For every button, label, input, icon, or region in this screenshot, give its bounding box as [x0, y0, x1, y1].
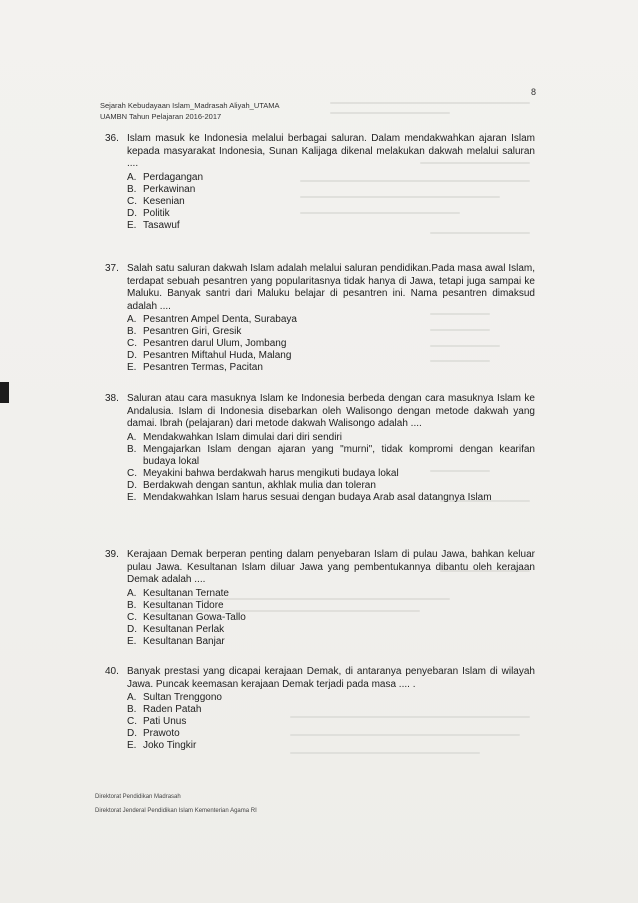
question-38 [105, 393, 535, 504]
option-letter: B. [127, 704, 137, 715]
option-text: Meyakini bahwa berdakwah harus mengikuti budaya lokal [143, 467, 399, 479]
option-c [105, 196, 535, 208]
option-list [105, 588, 535, 648]
question-stem [105, 133, 535, 171]
option-letter: D. [127, 728, 137, 739]
option-b [105, 600, 535, 612]
document-header [100, 100, 280, 122]
option-a [105, 314, 535, 326]
option-text: Kesultanan Gowa-Tallo [143, 611, 246, 623]
question-number: 36. [105, 133, 119, 144]
option-letter: B. [127, 326, 137, 337]
option-b [105, 704, 535, 716]
option-letter: C. [127, 611, 137, 623]
option-list [105, 172, 535, 232]
option-text: Sultan Trenggono [143, 692, 222, 703]
option-letter: C. [127, 195, 137, 207]
option-letter: C. [127, 467, 137, 479]
option-text: Pesantren Ampel Denta, Surabaya [143, 314, 297, 325]
question-number: 37. [105, 263, 119, 274]
question-stem [105, 393, 535, 431]
footer-directorate: Direktorat Pendidikan Madrasah [95, 794, 181, 800]
option-letter: B. [127, 599, 137, 611]
option-d [105, 728, 535, 740]
option-text: Pesantren darul Ulum, Jombang [143, 338, 287, 349]
option-text: Kesultanan Banjar [143, 635, 225, 647]
option-letter: A. [127, 314, 137, 325]
page-number: 8 [531, 87, 537, 97]
option-text: Mendakwahkan Islam dimulai dari diri sendiri [143, 431, 342, 443]
option-letter: A. [127, 431, 137, 443]
option-text: Pesantren Miftahul Huda, Malang [143, 350, 292, 361]
option-d [105, 208, 535, 220]
option-e [105, 636, 535, 648]
question-stem [105, 666, 535, 691]
option-d [105, 350, 535, 362]
question-36 [105, 133, 535, 232]
question-number: 38. [105, 393, 119, 404]
option-text: Prawoto [143, 728, 180, 739]
option-text: Perdagangan [143, 171, 204, 183]
option-letter: E. [127, 362, 137, 373]
option-text: Kesenian [143, 195, 185, 207]
option-c [105, 612, 535, 624]
option-c [105, 716, 535, 728]
option-text: Politik [143, 207, 170, 219]
option-letter: B. [127, 443, 137, 455]
option-text: Pesantren Giri, Gresik [143, 326, 242, 337]
option-letter: D. [127, 479, 137, 491]
bleed-through-line [330, 112, 450, 114]
option-letter: C. [127, 338, 137, 349]
option-list [105, 692, 535, 752]
option-letter: E. [127, 219, 137, 231]
option-e [105, 740, 535, 752]
question-number: 40. [105, 666, 119, 677]
option-text: Raden Patah [143, 704, 202, 715]
option-b [105, 184, 535, 196]
question-37 [105, 263, 535, 374]
option-e [105, 220, 535, 232]
option-text: Kesultanan Perlak [143, 623, 225, 635]
option-d [105, 480, 535, 492]
option-letter: A. [127, 171, 137, 183]
document-footer [95, 790, 257, 818]
option-d [105, 624, 535, 636]
option-letter: E. [127, 491, 137, 503]
bleed-through-line [430, 232, 530, 234]
option-letter: C. [127, 716, 137, 727]
option-a [105, 588, 535, 600]
option-list [105, 432, 535, 504]
option-a [105, 172, 535, 184]
header-subject-line: Sejarah Kebudayaan Islam_Madrasah Aliyah_UTAMA [100, 101, 280, 110]
header-year-line: UAMBN Tahun Pelajaran 2016-2017 [100, 112, 222, 121]
option-letter: E. [127, 635, 137, 647]
option-c [105, 338, 535, 350]
option-a [105, 432, 535, 444]
option-a [105, 692, 535, 704]
bleed-through-line [330, 102, 530, 104]
option-text: Pesantren Termas, Pacitan [143, 362, 263, 373]
question-40 [105, 666, 535, 752]
option-b [105, 444, 535, 468]
option-text: Kesultanan Tidore [143, 599, 224, 611]
option-letter: A. [127, 692, 137, 703]
option-e [105, 492, 535, 504]
question-text: Salah satu saluran dakwah Islam adalah melalui saluran pendidikan.Pada masa awal Islam, terdapat sebuah pesantren yang popularitasnya tidak hanya di Jawa, tetapi juga sampai ke Maluku. Banyak santri dari Maluku belajar di pesantren ini. Nama pesantren dimaksud adalah .... [127, 263, 535, 312]
question-text: Islam masuk ke Indonesia melalui berbagai saluran. Dalam mendakwahkan ajaran Islam kepada masyarakat Indonesia, Sunan Kalijaga dikenal melakukan dakwah melalui saluran .... [127, 133, 535, 169]
option-b [105, 326, 535, 338]
question-stem [105, 263, 535, 313]
question-text: Kerajaan Demak berperan penting dalam penyebaran Islam di pulau Jawa, bahkan keluar pulau Jawa. Kesultanan Islam diluar Jawa yang pembentukannya dibantu oleh kerajaan Demak adalah .... [127, 549, 535, 585]
punch-hole-mark [0, 382, 9, 403]
option-text: Berdakwah dengan santun, akhlak mulia dan toleran [143, 479, 376, 491]
option-text: Joko Tingkir [143, 740, 197, 751]
option-c [105, 468, 535, 480]
option-letter: D. [127, 207, 137, 219]
question-stem [105, 549, 535, 587]
question-39 [105, 549, 535, 648]
option-text: Mendakwahkan Islam harus sesuai dengan budaya Arab asal datangnya Islam [143, 491, 492, 503]
bleed-through-line [290, 752, 480, 754]
option-text: Kesultanan Ternate [143, 587, 229, 599]
question-text: Banyak prestasi yang dicapai kerajaan Demak, di antaranya penyebaran Islam di wilayah Jawa. Puncak keemasan kerajaan Demak terjadi pada masa .... . [127, 666, 535, 690]
option-list [105, 314, 535, 374]
option-e [105, 362, 535, 374]
option-text: Tasawuf [143, 219, 180, 231]
footer-ministry: Direktorat Jenderal Pendidikan Islam Kementerian Agama RI [95, 808, 257, 814]
option-letter: D. [127, 623, 137, 635]
question-number: 39. [105, 549, 119, 560]
option-letter: E. [127, 740, 137, 751]
option-text: Perkawinan [143, 183, 196, 195]
option-text: Mengajarkan Islam dengan ajaran yang "murni", tidak kompromi dengan kearifan budaya lokal [143, 443, 535, 467]
option-text: Pati Unus [143, 716, 187, 727]
option-letter: A. [127, 587, 137, 599]
option-letter: B. [127, 183, 137, 195]
option-letter: D. [127, 350, 137, 361]
question-text: Saluran atau cara masuknya Islam ke Indonesia berbeda dengan cara masuknya Islam ke Andalusia. Islam di Indonesia disebarkan oleh Walisongo dengan metode dakwah yang damai. Ibrah (pelajaran) dari metode dakwah Walisongo adalah .... [127, 393, 535, 429]
